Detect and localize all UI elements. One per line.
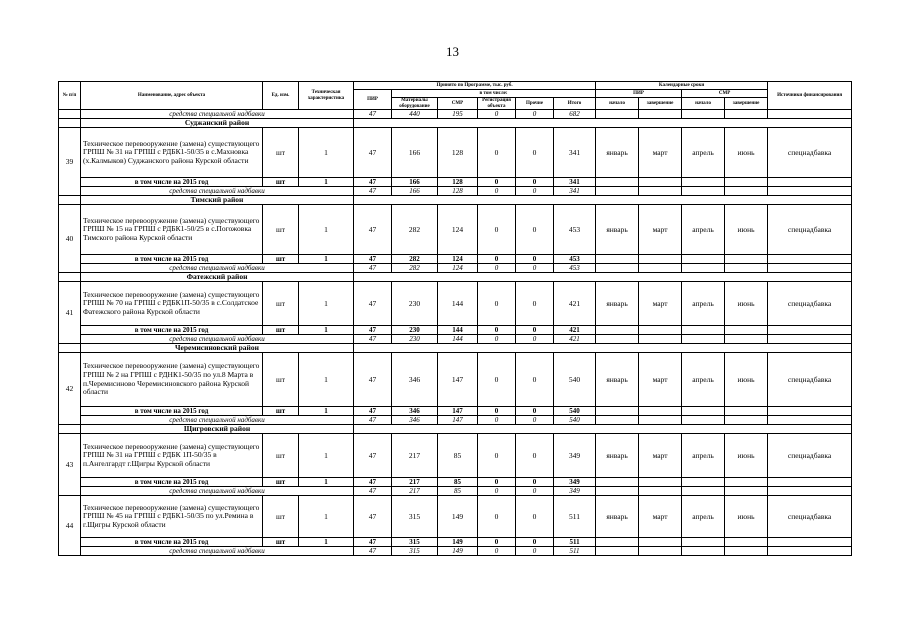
- cell-pir-end: март: [639, 128, 682, 178]
- header-name: Наименование, адрес объекта: [81, 82, 263, 110]
- cell-pir-end: март: [639, 353, 682, 407]
- district-name: Фатежский район: [81, 273, 354, 282]
- subtotal-materials: 217: [392, 478, 438, 487]
- special-other: 0: [516, 487, 554, 496]
- cell-registration: 0: [478, 110, 516, 119]
- subtotal-smr: 144: [438, 326, 478, 335]
- cell-pir-start: январь: [596, 434, 639, 478]
- header-registration: Регистрация объекта: [478, 98, 516, 110]
- subtotal-total: 341: [554, 178, 596, 187]
- subtotal-other: 0: [516, 178, 554, 187]
- subtotal-pir: 47: [354, 326, 392, 335]
- subtotal-other: 0: [516, 407, 554, 416]
- object-name: Техническое перевооружение (замена) существующего ГРПШ № 15 на ГРПШ с РДБК1-50/25 в с.Погожовка Тимского района Курской области: [81, 205, 263, 255]
- object-name: Техническое перевооружение (замена) существующего ГРПШ № 70 на ГРПШ с РДБК1П-50/35 в с.Солдатское Фатежского района Курской области: [81, 282, 263, 326]
- cell-source: спецнадбавка: [768, 353, 852, 407]
- subtotal-total: 349: [554, 478, 596, 487]
- special-allowance-row: [59, 264, 852, 273]
- top-special-row: [59, 110, 852, 119]
- subtotal-row: [59, 478, 852, 487]
- special-registration: 0: [478, 264, 516, 273]
- subtotal-registration: 0: [478, 478, 516, 487]
- special-pir: 47: [354, 335, 392, 344]
- cell-total: 349: [554, 434, 596, 478]
- cell-pir-end: март: [639, 205, 682, 255]
- cell-smr: 195: [438, 110, 478, 119]
- subtotal-materials: 230: [392, 326, 438, 335]
- special-label: средства специальной надбавки: [81, 335, 354, 344]
- subtotal-materials: 282: [392, 255, 438, 264]
- cell-pir-start: январь: [596, 128, 639, 178]
- special-materials: 217: [392, 487, 438, 496]
- object-qty: 1: [299, 496, 354, 538]
- cell-smr-end: июнь: [725, 205, 768, 255]
- special-materials: 230: [392, 335, 438, 344]
- special-registration: 0: [478, 416, 516, 425]
- subtotal-qty: 1: [299, 538, 354, 547]
- cell-smr: 85: [438, 434, 478, 478]
- subtotal-qty: 1: [299, 478, 354, 487]
- district-name: Щигровский район: [81, 425, 354, 434]
- row-label: средства специальной надбавки: [81, 110, 354, 119]
- cell-source: спецнадбавка: [768, 282, 852, 326]
- special-total: 511: [554, 547, 596, 556]
- table-body: [59, 110, 852, 556]
- cell-smr-start: апрель: [682, 282, 725, 326]
- header-total: Итого: [554, 98, 596, 110]
- special-allowance-row: [59, 187, 852, 196]
- object-number: 41: [59, 282, 81, 344]
- cell-other: 0: [516, 496, 554, 538]
- special-label: средства специальной надбавки: [81, 416, 354, 425]
- object-unit: шт: [263, 128, 299, 178]
- object-name: Техническое перевооружение (замена) существующего ГРПШ № 31 на ГРПШ с РДБК 1П-50/35 в п.Ангелгардт г.Щигры Курской области: [81, 434, 263, 478]
- cell-pir: 47: [354, 434, 392, 478]
- subtotal-pir: 47: [354, 255, 392, 264]
- header-of-which: в том числе:: [392, 90, 596, 98]
- subtotal-label: в том числе на 2015 год: [81, 255, 263, 264]
- cell-source: спецнадбавка: [768, 128, 852, 178]
- subtotal-smr: 124: [438, 255, 478, 264]
- special-registration: 0: [478, 487, 516, 496]
- object-qty: 1: [299, 205, 354, 255]
- subtotal-row: [59, 538, 852, 547]
- district-row: [59, 273, 852, 282]
- subtotal-registration: 0: [478, 538, 516, 547]
- subtotal-pir: 47: [354, 538, 392, 547]
- header-sched-pir: ПИР: [596, 90, 682, 98]
- cell-smr: 128: [438, 128, 478, 178]
- cell-other: 0: [516, 434, 554, 478]
- subtotal-label: в том числе на 2015 год: [81, 407, 263, 416]
- cell-smr-start: апрель: [682, 128, 725, 178]
- cell-materials: 315: [392, 496, 438, 538]
- cell-pir: 47: [354, 282, 392, 326]
- special-allowance-row: [59, 335, 852, 344]
- cell-total: 341: [554, 128, 596, 178]
- special-smr: 85: [438, 487, 478, 496]
- cell-registration: 0: [478, 496, 516, 538]
- object-row: [59, 353, 852, 407]
- special-smr: 147: [438, 416, 478, 425]
- cell-smr-end: июнь: [725, 496, 768, 538]
- cell-smr-end: июнь: [725, 353, 768, 407]
- cell-pir: 47: [354, 496, 392, 538]
- object-number: 40: [59, 205, 81, 273]
- cell-registration: 0: [478, 205, 516, 255]
- cell-other: 0: [516, 128, 554, 178]
- subtotal-materials: 166: [392, 178, 438, 187]
- page-number: 13: [446, 44, 459, 59]
- subtotal-qty: 1: [299, 326, 354, 335]
- special-registration: 0: [478, 547, 516, 556]
- special-other: 0: [516, 187, 554, 196]
- cell-pir: 47: [354, 353, 392, 407]
- special-allowance-row: [59, 416, 852, 425]
- special-total: 421: [554, 335, 596, 344]
- cell-other: 0: [516, 282, 554, 326]
- cell-pir: 47: [354, 110, 392, 119]
- object-unit: шт: [263, 205, 299, 255]
- special-materials: 166: [392, 187, 438, 196]
- special-registration: 0: [478, 335, 516, 344]
- cell-pir-start: январь: [596, 353, 639, 407]
- special-pir: 47: [354, 187, 392, 196]
- subtotal-smr: 85: [438, 478, 478, 487]
- cell-materials: 230: [392, 282, 438, 326]
- object-qty: 1: [299, 353, 354, 407]
- header-unit: Ед. изм.: [263, 82, 299, 110]
- special-other: 0: [516, 264, 554, 273]
- cell-materials: 217: [392, 434, 438, 478]
- special-pir: 47: [354, 416, 392, 425]
- object-row: [59, 434, 852, 478]
- subtotal-unit: шт: [263, 255, 299, 264]
- header-other: Прочие: [516, 98, 554, 110]
- subtotal-other: 0: [516, 478, 554, 487]
- object-unit: шт: [263, 496, 299, 538]
- cell-pir-start: январь: [596, 205, 639, 255]
- subtotal-registration: 0: [478, 178, 516, 187]
- subtotal-unit: шт: [263, 178, 299, 187]
- cell-pir-end: март: [639, 496, 682, 538]
- special-total: 453: [554, 264, 596, 273]
- subtotal-total: 511: [554, 538, 596, 547]
- subtotal-unit: шт: [263, 538, 299, 547]
- header-program-group: Принято по Программе, тыс. руб.: [354, 82, 596, 90]
- header-pir: ПИР: [354, 90, 392, 110]
- special-label: средства специальной надбавки: [81, 487, 354, 496]
- object-unit: шт: [263, 434, 299, 478]
- cell-registration: 0: [478, 282, 516, 326]
- cell-smr-start: апрель: [682, 434, 725, 478]
- cell-smr: 147: [438, 353, 478, 407]
- district-name: Черемисиновский район: [81, 344, 354, 353]
- cell-other: 0: [516, 353, 554, 407]
- special-label: средства специальной надбавки: [81, 547, 354, 556]
- object-row: [59, 128, 852, 178]
- header-schedule-group: Календарные сроки: [596, 82, 768, 90]
- cell-other: 0: [516, 110, 554, 119]
- cell-source: спецнадбавка: [768, 205, 852, 255]
- district-row: [59, 119, 852, 128]
- special-label: средства специальной надбавки: [81, 264, 354, 273]
- cell-pir-start: январь: [596, 496, 639, 538]
- subtotal-materials: 315: [392, 538, 438, 547]
- subtotal-total: 421: [554, 326, 596, 335]
- subtotal-registration: 0: [478, 326, 516, 335]
- subtotal-smr: 147: [438, 407, 478, 416]
- district-row: [59, 344, 852, 353]
- special-materials: 346: [392, 416, 438, 425]
- cell-smr-end: июнь: [725, 128, 768, 178]
- cell-registration: 0: [478, 434, 516, 478]
- cell-source: спецнадбавка: [768, 496, 852, 538]
- header-sched-smr: СМР: [682, 90, 768, 98]
- cell-source: спецнадбавка: [768, 434, 852, 478]
- special-other: 0: [516, 547, 554, 556]
- header-pir-end: завершение: [639, 98, 682, 110]
- object-unit: шт: [263, 282, 299, 326]
- object-qty: 1: [299, 434, 354, 478]
- subtotal-total: 540: [554, 407, 596, 416]
- subtotal-label: в том числе на 2015 год: [81, 178, 263, 187]
- object-unit: шт: [263, 353, 299, 407]
- header-num: № п/п: [59, 82, 81, 110]
- cell-total: 511: [554, 496, 596, 538]
- cell-smr: 144: [438, 282, 478, 326]
- subtotal-pir: 47: [354, 178, 392, 187]
- subtotal-other: 0: [516, 255, 554, 264]
- subtotal-unit: шт: [263, 478, 299, 487]
- special-total: 349: [554, 487, 596, 496]
- header-smr: СМР: [438, 98, 478, 110]
- program-table: [58, 81, 852, 556]
- cell-smr: 124: [438, 205, 478, 255]
- cell-smr-start: апрель: [682, 353, 725, 407]
- special-pir: 47: [354, 264, 392, 273]
- cell-registration: 0: [478, 128, 516, 178]
- object-number: 42: [59, 353, 81, 425]
- cell-pir: 47: [354, 205, 392, 255]
- subtotal-row: [59, 255, 852, 264]
- cell-total: 540: [554, 353, 596, 407]
- subtotal-row: [59, 407, 852, 416]
- special-label: средства специальной надбавки: [81, 187, 354, 196]
- special-total: 540: [554, 416, 596, 425]
- special-materials: 282: [392, 264, 438, 273]
- special-pir: 47: [354, 487, 392, 496]
- district-row: [59, 425, 852, 434]
- subtotal-unit: шт: [263, 326, 299, 335]
- district-name: Тимский район: [81, 196, 354, 205]
- header-materials: Материалы оборудование: [392, 98, 438, 110]
- subtotal-total: 453: [554, 255, 596, 264]
- object-name: Техническое перевооружение (замена) существующего ГРПШ № 45 на ГРПШ с РДБК1-50/35 по ул.Ремина в г.Щигры Курской области: [81, 496, 263, 538]
- cell-pir-end: март: [639, 434, 682, 478]
- object-qty: 1: [299, 128, 354, 178]
- subtotal-row: [59, 178, 852, 187]
- table-header: [59, 82, 852, 110]
- subtotal-qty: 1: [299, 178, 354, 187]
- cell-smr-start: апрель: [682, 205, 725, 255]
- subtotal-label: в том числе на 2015 год: [81, 478, 263, 487]
- special-allowance-row: [59, 487, 852, 496]
- cell-materials: 346: [392, 353, 438, 407]
- special-other: 0: [516, 416, 554, 425]
- special-smr: 144: [438, 335, 478, 344]
- subtotal-registration: 0: [478, 255, 516, 264]
- cell-smr-end: июнь: [725, 434, 768, 478]
- subtotal-qty: 1: [299, 407, 354, 416]
- cell-materials: 440: [392, 110, 438, 119]
- cell-total: 421: [554, 282, 596, 326]
- subtotal-smr: 149: [438, 538, 478, 547]
- object-number: 39: [59, 128, 81, 196]
- subtotal-pir: 47: [354, 478, 392, 487]
- special-smr: 149: [438, 547, 478, 556]
- cell-total: 682: [554, 110, 596, 119]
- header-tech: Техническая характеристика: [299, 82, 354, 110]
- object-row: [59, 205, 852, 255]
- cell-smr-end: июнь: [725, 282, 768, 326]
- cell-smr-start: апрель: [682, 496, 725, 538]
- header-smr-end: завершение: [725, 98, 768, 110]
- object-name: Техническое перевооружение (замена) существующего ГРПШ № 31 на ГРПШ с РДБК1-50/35 в с.Махновка (х.Калмыков) Суджанского района Курской области: [81, 128, 263, 178]
- object-number: 44: [59, 496, 81, 556]
- special-smr: 128: [438, 187, 478, 196]
- subtotal-other: 0: [516, 538, 554, 547]
- subtotal-label: в том числе на 2015 год: [81, 538, 263, 547]
- special-smr: 124: [438, 264, 478, 273]
- cell-total: 453: [554, 205, 596, 255]
- district-name: Суджанский район: [81, 119, 354, 128]
- cell-pir-start: январь: [596, 282, 639, 326]
- cell-registration: 0: [478, 353, 516, 407]
- object-row: [59, 496, 852, 538]
- cell-materials: 282: [392, 205, 438, 255]
- cell-smr: 149: [438, 496, 478, 538]
- subtotal-pir: 47: [354, 407, 392, 416]
- cell-pir-end: март: [639, 282, 682, 326]
- object-qty: 1: [299, 282, 354, 326]
- header-pir-start: начало: [596, 98, 639, 110]
- subtotal-registration: 0: [478, 407, 516, 416]
- cell-pir: 47: [354, 128, 392, 178]
- object-row: [59, 282, 852, 326]
- subtotal-smr: 128: [438, 178, 478, 187]
- special-allowance-row: [59, 547, 852, 556]
- special-pir: 47: [354, 547, 392, 556]
- cell-materials: 166: [392, 128, 438, 178]
- subtotal-materials: 346: [392, 407, 438, 416]
- subtotal-label: в том числе на 2015 год: [81, 326, 263, 335]
- special-registration: 0: [478, 187, 516, 196]
- subtotal-unit: шт: [263, 407, 299, 416]
- subtotal-row: [59, 326, 852, 335]
- cell-other: 0: [516, 205, 554, 255]
- district-row: [59, 196, 852, 205]
- special-materials: 315: [392, 547, 438, 556]
- special-total: 341: [554, 187, 596, 196]
- object-number: 43: [59, 434, 81, 496]
- subtotal-qty: 1: [299, 255, 354, 264]
- subtotal-other: 0: [516, 326, 554, 335]
- header-smr-start: начало: [682, 98, 725, 110]
- special-other: 0: [516, 335, 554, 344]
- object-name: Техническое перевооружение (замена) существующего ГРПШ № 2 на ГРПШ с РДНК1-50/35 по ул.8 Марта в п.Черемисиново Черемисиновского района Курской области: [81, 353, 263, 407]
- header-source: Источники финансирования: [768, 82, 852, 110]
